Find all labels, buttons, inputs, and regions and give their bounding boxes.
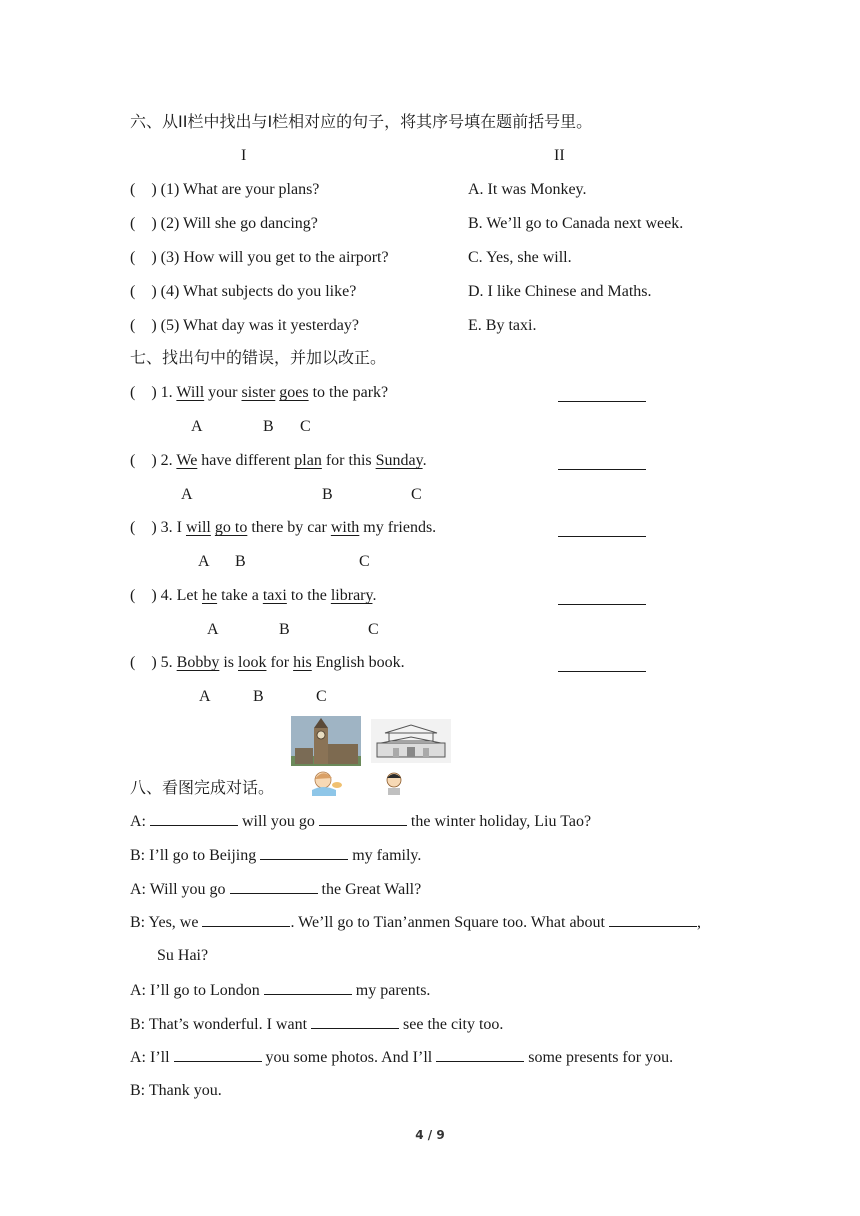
match-question-3: ( ) (3) How will you get to the airport?: [130, 249, 389, 266]
match-question-2: ( ) (2) Will she go dancing?: [130, 215, 318, 232]
option-letter-a: A: [191, 418, 203, 435]
answer-blank[interactable]: [174, 1047, 262, 1062]
option-letter-a: A: [207, 621, 219, 638]
column-2-header: II: [554, 147, 565, 164]
correction-blank-3[interactable]: [558, 536, 646, 537]
answer-blank[interactable]: [609, 912, 697, 927]
option-letter-b: B: [253, 688, 264, 705]
correction-blank-5[interactable]: [558, 671, 646, 672]
error-question-3: ( ) 3. I will go to there by car with my friends.: [130, 519, 437, 536]
match-answer-d: D. I like Chinese and Maths.: [468, 283, 652, 300]
option-letter-b: B: [279, 621, 290, 638]
option-letter-b: B: [322, 486, 333, 503]
dialogue-line-2: B: I’ll go to Beijing my family.: [130, 847, 422, 864]
girl-su-hai-picture: [306, 768, 344, 796]
error-question-5: ( ) 5. Bobby is look for his English book.: [130, 654, 405, 671]
answer-blank[interactable]: [202, 912, 290, 927]
option-letter-b: B: [263, 418, 274, 435]
match-answer-e: E. By taxi.: [468, 317, 537, 334]
dialogue-line-4: B: Yes, we . We’ll go to Tian’anmen Square too. What about ,: [130, 914, 701, 931]
match-answer-c: C. Yes, she will.: [468, 249, 572, 266]
dialogue-line-3: A: Will you go the Great Wall?: [130, 881, 422, 898]
option-letter-a: A: [199, 688, 211, 705]
option-letter-c: C: [411, 486, 422, 503]
answer-blank[interactable]: [311, 1014, 399, 1029]
dialogue-line-4-cont: Su Hai?: [157, 947, 209, 964]
dialogue-line-7: A: I’ll you some photos. And I’ll some presents for you.: [130, 1049, 674, 1066]
correction-blank-4[interactable]: [558, 604, 646, 605]
error-question-4: ( ) 4. Let he take a taxi to the library.: [130, 587, 377, 604]
match-question-1: ( ) (1) What are your plans?: [130, 181, 320, 198]
column-1-header: I: [241, 147, 247, 164]
section-6-title: 六、从II栏中找出与I栏相对应的句子，将其序号填在题前括号里。: [130, 112, 593, 131]
option-letter-c: C: [316, 688, 327, 705]
match-question-5: ( ) (5) What day was it yesterday?: [130, 317, 359, 334]
big-ben-picture: [291, 716, 361, 766]
error-question-2: ( ) 2. We have different plan for this Sunday.: [130, 452, 427, 469]
option-letter-c: C: [359, 553, 370, 570]
match-question-4: ( ) (4) What subjects do you like?: [130, 283, 357, 300]
section-7-title: 七、找出句中的错误，并加以改正。: [130, 348, 387, 367]
match-answer-a: A. It was Monkey.: [468, 181, 587, 198]
option-letter-c: C: [300, 418, 311, 435]
answer-blank[interactable]: [264, 980, 352, 995]
answer-blank[interactable]: [319, 811, 407, 826]
option-letter-b: B: [235, 553, 246, 570]
tiananmen-picture: [371, 719, 451, 763]
answer-blank[interactable]: [260, 845, 348, 860]
error-question-1: ( ) 1. Will your sister goes to the park?: [130, 384, 389, 401]
section-8-title: 八、看图完成对话。: [130, 778, 275, 797]
dialogue-line-1: A: will you go the winter holiday, Liu Tao?: [130, 813, 592, 830]
option-letter-a: A: [181, 486, 193, 503]
option-letter-a: A: [198, 553, 210, 570]
correction-blank-2[interactable]: [558, 469, 646, 470]
answer-blank[interactable]: [436, 1047, 524, 1062]
dialogue-line-8: B: Thank you.: [130, 1082, 222, 1099]
boy-liu-tao-picture: [382, 769, 406, 795]
answer-blank[interactable]: [150, 811, 238, 826]
answer-blank[interactable]: [230, 879, 318, 894]
correction-blank-1[interactable]: [558, 401, 646, 402]
dialogue-line-5: A: I’ll go to London my parents.: [130, 982, 431, 999]
match-answer-b: B. We’ll go to Canada next week.: [468, 215, 684, 232]
dialogue-line-6: B: That’s wonderful. I want see the city too.: [130, 1016, 504, 1033]
option-letter-c: C: [368, 621, 379, 638]
page-number: 4 / 9: [415, 1128, 445, 1142]
